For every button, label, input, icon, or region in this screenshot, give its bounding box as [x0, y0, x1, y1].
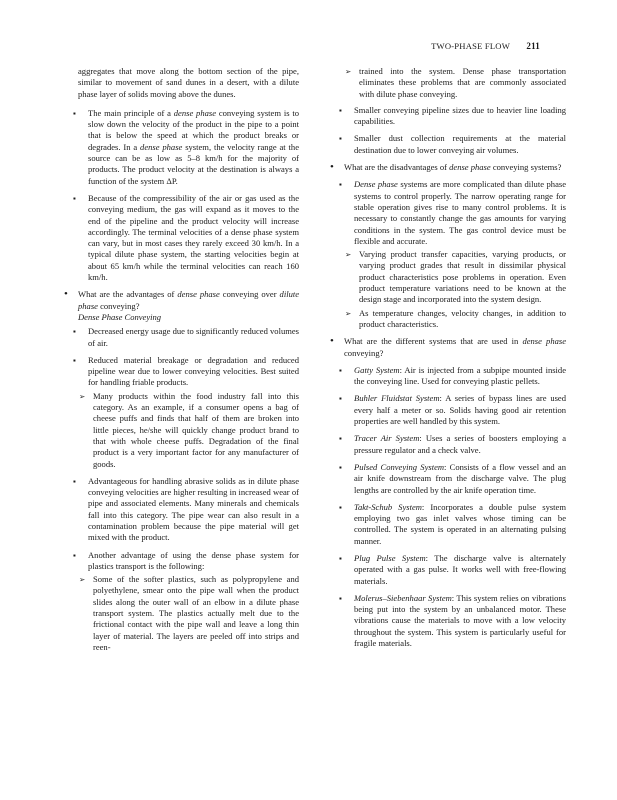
subbullet-varying-capacities: ➢ Varying product transfer capacities, varying products, or varying product grades that result in dissimilar physical product characteristics pose problems in operation. Even product temperature variations need to be known at the design stage and incorporated into the system design. [345, 249, 566, 305]
page-number: 211 [526, 41, 540, 51]
bullet-plastics: ▪ Another advantage of using the dense phase system for plastics transport is the following: [73, 550, 299, 573]
bullet-buhler-system: ▪ Buhler Fluidstat System: A series of bypass lines are used every half a meter or so. Solids having good air retention properties are well handled by this system. [339, 393, 566, 427]
bullet-main-principle: ▪ The main principle of a dense phase conveying system is to slow down the velocity of the product in the pipe to a point that is below the speed at which the product breaks or degrades. In a dense phase system, the velocity range at the source can be as low as 5–8 km/h for the majority of products. The product velocity at the destination is always a function of the system ΔP. [73, 108, 299, 187]
subbullet-temperature: ➢ As temperature changes, velocity changes, in addition to product characteristics. [345, 308, 566, 331]
bullet-gatty-system: ▪ Gatty System: Air is injected from a subpipe mounted inside the conveying line. Used for conveying plastic pellets. [339, 365, 566, 388]
bullet-takt-schub-system: ▪ Takt-Schub System: Incorporates a double pulse system employing two gas inlet valves whose timing can be controlled. The system is operated in an alternating pulsing manner. [339, 502, 566, 547]
running-header [431, 41, 540, 51]
bullet-abrasive: ▪ Advantageous for handling abrasive solids as in dilute phase conveying velocities are higher resulting in increased wear of pipe and associated elements. Many minerals and chemicals fall into this category. The pipe wear can also result in a contamination problem because the pipe material will get mixed with the product. [73, 476, 299, 544]
subheading-dense-phase-conveying: Dense Phase Conveying [78, 311, 162, 322]
bullet-pipeline-sizes: ▪ Smaller conveying pipeline sizes due to heavier line loading capabilities. [339, 105, 566, 128]
question-advantages: • What are the advantages of dense phase conveying over dilute phase conveying? Dense Phase Conveying [64, 289, 299, 323]
running-title: TWO-PHASE FLOW [431, 41, 511, 51]
left-column [64, 66, 299, 655]
bullet-compressibility: ▪ Because of the compressibility of the air or gas used as the conveying medium, the gas will expand as it moves to the end of the pipeline and the product velocity will increase accordingly. The terminal velocities of a dense phase system can vary, but in most cases they rarely exceed 30 km/h. In a typical dilute phase system, the starting velocities begin at about 65 km/h while the terminal velocities can reach 160 km/h. [73, 193, 299, 283]
continued-subbullet-text: ➢ trained into the system. Dense phase transportation eliminates these problems that are commonly associated with dilute phase conveying. [345, 66, 566, 100]
bullet-pulsed-conveying-system: ▪ Pulsed Conveying System: Consists of a flow vessel and an air knife downstream from the discharge valve. The plug lengths are controlled by the air knife operation time. [339, 462, 566, 496]
question-disadvantages: • What are the disadvantages of dense phase conveying systems? [330, 162, 566, 173]
continued-bullet-text: aggregates that move along the bottom section of the pipe, similar to movement of sand dunes in a desert, with a dilute phase layer of solids moving above the dunes. [78, 66, 299, 99]
bullet-complexity: ▪ Dense phase systems are more complicated than dilute phase systems to control properly. The narrow operating range for stable operation gives rise to many control problems. It is necessary to constantly change the gas amounts for varying conditions in the system. The gas control device must be flexible and accurate. [339, 179, 566, 247]
bullet-tracer-air-system: ▪ Tracer Air System: Uses a series of boosters employing a pressure regulator and a check valve. [339, 433, 566, 456]
bullet-breakage: ▪ Reduced material breakage or degradation and reduced pipeline wear due to lower conveying velocities. Best suited for handling friable products. [73, 355, 299, 389]
bullet-plug-pulse-system: ▪ Plug Pulse System: The discharge valve is alternately operated with a gas pulse. It works well with free-flowing materials. [339, 553, 566, 587]
subbullet-food-industry: ➢ Many products within the food industry fall into this category. As an example, if a consumer opens a bag of cheese puffs and finds that half of them are broken into little pieces, he/she will quickly change product brand to that with whole cheese puffs. Degradation of the final product is a very important factor for any manufacturer of goods. [79, 391, 299, 470]
bullet-energy: ▪ Decreased energy usage due to significantly reduced volumes of air. [73, 326, 299, 349]
right-column [330, 66, 566, 655]
bullet-molerus-siebenhaar-system: ▪ Molerus–Siebenhaar System: This system relies on vibrations being put into the system by an unbalanced motor. These vibrations cause the materials to move with a low velocity throughout the system. This system is particularly useful for fragile materials. [339, 593, 566, 649]
subbullet-soft-plastics: ➢ Some of the softer plastics, such as polypropylene and polyethylene, smear onto the pipe wall when the product slides along the outer wall of an elbow in a dilute phase transport system. The plastics actually melt due to the frictional contact with the pipe wall and leave a long thin layer of material. The layers are peeled off into strips and reen- [79, 574, 299, 653]
bullet-dust-collection: ▪ Smaller dust collection requirements at the material destination due to lower conveying air volumes. [339, 133, 566, 156]
question-systems: • What are the different systems that are used in dense phase conveying? [330, 336, 566, 359]
